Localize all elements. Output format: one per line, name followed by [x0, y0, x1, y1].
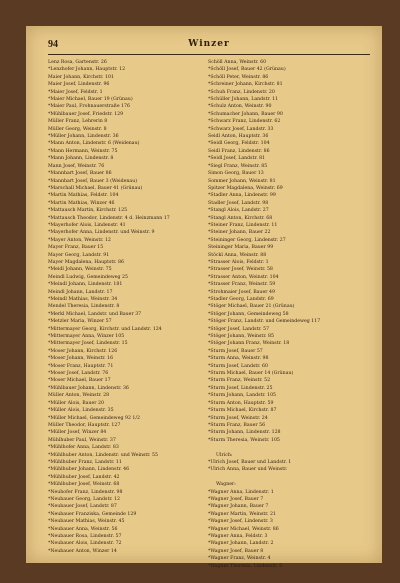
- directory-entry: *Schüller Johann, Landstr. 11: [208, 97, 279, 103]
- directory-entry: *Stangl Anton, Kirchstr. 68: [208, 215, 273, 221]
- directory-entry: Müller Georg, Weinstr. 8: [48, 126, 107, 132]
- directory-entry: Mühlhuber Paul, Weinstr. 37: [48, 437, 116, 443]
- directory-entry: *Wagner Josef, Lindenstr. 3: [208, 519, 273, 525]
- directory-entry: Mayer Magdalena, Hauptstr. 86: [48, 259, 124, 265]
- directory-entry: *Metzler Maria, Winzer 57: [48, 319, 112, 325]
- directory-entry: *Stöger Johann Franz, Weinstr. 18: [208, 341, 290, 347]
- page-header: [48, 40, 370, 55]
- directory-entry: *Martin Mathias, Winzer 46: [48, 200, 115, 206]
- directory-entry: Müller Theodor, Hauptstr. 127: [48, 422, 121, 428]
- directory-entry: *Sturm Josef, Weinstr. 24: [208, 415, 268, 421]
- directory-entry: *Stangl Alois, Landstr. 27: [208, 208, 269, 214]
- directory-entry: *Wagner Michael, Weinstr. 86: [208, 526, 279, 532]
- section-heading: Wagner:: [216, 482, 236, 488]
- directory-entry: *Schulz Anton, Weinstr. 90: [208, 104, 272, 110]
- directory-entry: *Neubauer Anton, Winzer 14: [48, 548, 117, 554]
- directory-entry: Maier Josef, Lindenstr. 96: [48, 82, 110, 88]
- directory-entry: *Mühlbauer Josef, Friedstr. 129: [48, 111, 124, 117]
- directory-entry: *Sturm Michael, Kirchstr. 87: [208, 408, 277, 414]
- directory-entry: *Stöger Michael, Bauer 21 (Grünau): [208, 304, 295, 310]
- directory-entry: *Mühlbauer Johann, Lindenstr. 36: [48, 385, 129, 391]
- directory-entry: Lenz Rosa, Gartenstr. 26: [48, 60, 107, 65]
- directory-entry: *Sturm Anna, Weinstr. 98: [208, 356, 269, 362]
- directory-entry: *Stöger Franz, Landstr. und Gemeindeweg 117: [208, 319, 321, 325]
- directory-entry: *Steiner Franz, Lindenstr. 11: [208, 222, 278, 228]
- directory-entry: *Seidl Georg, Feldstr. 104: [208, 141, 270, 147]
- directory-entry: *Mittermayer Georg, Kirchstr. und Landstr. 124: [48, 326, 162, 332]
- directory-entry: *Moser Josef, Landstr. 76: [48, 371, 109, 377]
- directory-entry: *Neubauer Franziska, Gemeinde 129: [48, 511, 137, 517]
- directory-entry: Müller Franz, Lehrerin 8: [48, 119, 108, 125]
- directory-entry: *Mann Anton, Lindenstr. 6 (Weidenau): [48, 141, 140, 147]
- directory-entry: Simon Georg, Bauer 13: [208, 171, 264, 177]
- directory-entry: *Sturm Theresia, Weinstr. 105: [208, 437, 280, 443]
- directory-entry: *Maier Josef, Feldstr. 1: [48, 89, 103, 95]
- directory-entry: *Marschall Michael, Bauer 41 (Grünau): [48, 185, 143, 191]
- directory-entry: *Mühlhuber Franz, Landstr. 11: [48, 459, 122, 465]
- directory-entry: *Schwarz Franz, Lindenstr. 62: [208, 119, 281, 125]
- directory-entry: *Mühlhuber Johann, Lindenstr. 46: [48, 467, 130, 473]
- directory-entry: *Neubauer Anna, Weinstr. 56: [48, 526, 118, 532]
- directory-entry: Seidl Franz, Lindenstr. 86: [208, 148, 270, 154]
- directory-entry: *Schwarz Josef, Landstr. 33: [208, 126, 274, 132]
- directory-entry: *Wagner Franz, Weinstr. 4: [208, 556, 271, 562]
- directory-entry: *Wagner Johann, Bauer 7: [208, 504, 269, 510]
- directory-entry: Mann Josef, Weinstr. 76: [48, 163, 105, 169]
- directory-entry: *Stöger Johann, Weinstr. 85: [208, 334, 274, 340]
- directory-entry: *Mattausch Martin, Kirchstr. 125: [48, 208, 128, 214]
- directory-entry: *Mattausch Theodor, Lindenstr. 4 d. Heinzmann 17: [48, 215, 170, 221]
- directory-entry: *Sturm Franz, Weinstr. 52: [208, 378, 271, 384]
- section-heading: Ulrich:: [216, 452, 233, 458]
- directory-entry: *Müller Alois, Bauer 20: [48, 400, 104, 406]
- directory-entry: *Mühlhofer Anna, Landstr. 83: [48, 445, 119, 451]
- blank-line: [208, 444, 368, 451]
- directory-entry: *Merkl Michael, Landstr. und Bauer 37: [48, 311, 142, 317]
- directory-entry: *Neuhofer Franz, Lindenstr. 98: [48, 489, 123, 495]
- directory-entry: *Maier Paul, Frohnauerstraße 176: [48, 104, 131, 110]
- directory-entry: Steininger Maria, Bauer 99: [208, 245, 274, 251]
- directory-entry: *Mühlhuber Anton, Lindenstr. und Weinstr. 55: [48, 452, 158, 458]
- directory-entry: *Moser Franz, Hauptstr. 71: [48, 363, 114, 369]
- directory-entry: Spitzer Magdalena, Weinstr. 69: [208, 185, 283, 191]
- directory-entry: *Mittermayer Josef, Lindenstr. 15: [48, 341, 128, 347]
- directory-entry: *Mannhart Josef, Bauer 86: [48, 171, 112, 177]
- directory-entry: *Sturm Josef, Bauer 57: [208, 348, 263, 354]
- directory-entry: Mayer Georg, Landstr. 91: [48, 252, 110, 258]
- directory-entry: *Neubauer Georg, Landstr. 12: [48, 496, 121, 502]
- running-head: Winzer: [188, 39, 230, 49]
- directory-entry: *Wagner Josef, Bauer 8: [208, 548, 264, 554]
- directory-entry: *Neubauer Alois, Lindenstr. 72: [48, 541, 122, 547]
- left-column: [48, 59, 208, 555]
- directory-entry: *Maier Michael, Bauer 19 (Grünau): [48, 97, 133, 103]
- directory-entry: *Neubauer Rosa, Lindenstr. 57: [48, 534, 122, 539]
- directory-entry: *Ulrich Josef, Bauer und Landstr. 1: [208, 459, 292, 465]
- directory-entry: *Schöll Peter, Weinstr. 86: [208, 74, 269, 80]
- directory-entry: *Wagner Johann, Landstr. 2: [208, 541, 274, 547]
- directory-entry: *Moser Michael, Bauer 17: [48, 378, 111, 384]
- directory-entry: *Mayerhofer Alois, Lindenstr. 41: [48, 222, 126, 228]
- directory-entry: *Stadler Anna, Lindenstr. 99: [208, 193, 276, 199]
- directory-entry: Mayer Franz, Bauer 15: [48, 245, 104, 251]
- directory-entry: *Wagner Anna, Feldstr. 3: [208, 534, 268, 539]
- directory-entry: *Sturm Franz, Bauer 56: [208, 422, 266, 428]
- directory-entry: *Strasser Josef, Weinstr. 58: [208, 267, 273, 273]
- directory-entry: *Stadler Georg, Landstr. 69: [208, 297, 274, 302]
- directory-entry: *Müller Johann, Lindenstr. 36: [48, 134, 119, 140]
- directory-entry: *Meidl Johann, Weinstr. 75: [48, 267, 112, 273]
- directory-entry: *Sturm Josef, Landstr. 60: [208, 363, 268, 369]
- directory-entry: *Mühlhuber Josef, Landstr. 42: [48, 474, 120, 480]
- directory-entry: Stadler Josef, Landstr. 98: [208, 200, 269, 206]
- directory-entry: *Mann Hermann, Weinstr. 75: [48, 148, 118, 154]
- directory-entry: *Sturm Michael, Bauer 14 (Grünau): [208, 371, 294, 377]
- directory-entry: *Müller Michael, Gemeindeweg 92 1/2: [48, 415, 140, 421]
- directory-entry: *Müller Josef, Winzer 84: [48, 430, 107, 436]
- directory-entry: Müller Anton, Weinstr. 28: [48, 393, 110, 399]
- directory-entry: *Sturm Anton, Hauptstr. 59: [208, 400, 274, 406]
- blank-line: [208, 474, 368, 481]
- directory-entry: *Steininger Georg, Lindenstr. 27: [208, 237, 286, 243]
- directory-entry: Meindl Johann, Landstr. 17: [48, 289, 113, 295]
- directory-entry: Stöckl Anna, Weinstr. 88: [208, 252, 267, 258]
- directory-entry: *Mittermayer Anna, Winzer 105: [48, 334, 125, 340]
- directory-entry: *Ulrich Anna, Bauer und Weinstr.: [208, 467, 288, 473]
- directory-entry: *Mayerhofer Anna, Lindenstr. und Weinstr. 9: [48, 230, 155, 236]
- directory-entry: *Strasser Anton, Weinstr. 104: [208, 274, 279, 280]
- directory-entry: *Wagner Theresia, Lindenstr. 5: [208, 563, 283, 569]
- directory-entry: *Stöger Johann, Gemeindeweg 58: [208, 311, 289, 317]
- directory-entry: Schöll Anna, Weinstr. 60: [208, 60, 267, 65]
- directory-entry: *Moser Johann, Weinstr. 16: [48, 356, 114, 362]
- directory-entry: *Mühlhuber Josef, Weinstr. 68: [48, 482, 120, 488]
- directory-entry: *Schuh Franz, Lindenstr. 20: [208, 89, 275, 95]
- directory-entry: *Müller Alois, Lindenstr. 35: [48, 408, 114, 414]
- directory-entry: *Meindl Johann, Lindenstr. 181: [48, 282, 123, 288]
- directory-entry: *Martin Mathias, Feldstr. 104: [48, 193, 119, 199]
- directory-entry: *Schöll Josef, Bauer 42 (Grünau): [208, 67, 286, 73]
- directory-entry: *Schumacher Johann, Bauer 90: [208, 111, 283, 117]
- directory-entry: *Strasser Franz, Weinstr. 59: [208, 282, 276, 288]
- directory-entry: *Meindl Mathias, Weinstr. 34: [48, 297, 118, 302]
- directory-entry: *Seidl Josef, Landstr. 81: [208, 156, 266, 162]
- page-number: 94: [48, 39, 58, 50]
- directory-entry: *Sturm Josef, Lindenstr. 25: [208, 385, 273, 391]
- document-page: [26, 26, 382, 569]
- directory-entry: *Wagner Anna, Lindenstr. 1: [208, 489, 274, 495]
- directory-entry: *Wagner Josef, Bauer 7: [208, 496, 264, 502]
- directory-entry: *Sturm Johann, Landstr. 105: [208, 393, 277, 399]
- directory-entry: *Stöger Josef, Landstr. 57: [208, 326, 270, 332]
- directory-entry: *Neubauer Mathias, Weinstr. 45: [48, 519, 125, 525]
- directory-entry: *Wagner Martin, Weinstr. 21: [208, 511, 276, 517]
- directory-entry: *Steiner Johann, Bauer 22: [208, 230, 271, 236]
- directory-entry: *Mannhart Josef, Bauer 3 (Weidenau): [48, 178, 138, 184]
- directory-entry: Meindl Ludwig, Gemeindeweg 25: [48, 274, 128, 280]
- directory-entry: *Siegl Franz, Weinstr. 85: [208, 163, 268, 169]
- directory-entry: *Strasser Alois, Feldstr. 1: [208, 259, 269, 265]
- directory-entry: Sommer Johann, Weinstr. 81: [208, 178, 276, 184]
- right-column: [208, 59, 368, 570]
- directory-entry: *Schreiner Johann, Kirchstr. 81: [208, 82, 283, 88]
- directory-entry: Mendel Theresia, Lindenstr. 8: [48, 304, 120, 310]
- directory-entry: Maier Johann, Kirchstr. 101: [48, 74, 114, 80]
- directory-entry: *Sturm Johann, Lindenstr. 128: [208, 430, 281, 436]
- directory-entry: *Strohmaier Josef, Bauer 49: [208, 289, 275, 295]
- directory-entry: *Mann Johann, Lindenstr. 8: [48, 156, 114, 162]
- directory-entry: *Mayer Anton, Weinstr. 12: [48, 237, 111, 243]
- directory-entry: *Moser Johann, Kirchstr. 126: [48, 348, 118, 354]
- directory-entry: *Lenzhofer Johann, Hauptstr. 12: [48, 67, 126, 73]
- directory-entry: *Neubauer Josef, Landstr. 87: [48, 504, 117, 510]
- directory-entry: Seidl Anton, Hauptstr. 36: [208, 134, 269, 140]
